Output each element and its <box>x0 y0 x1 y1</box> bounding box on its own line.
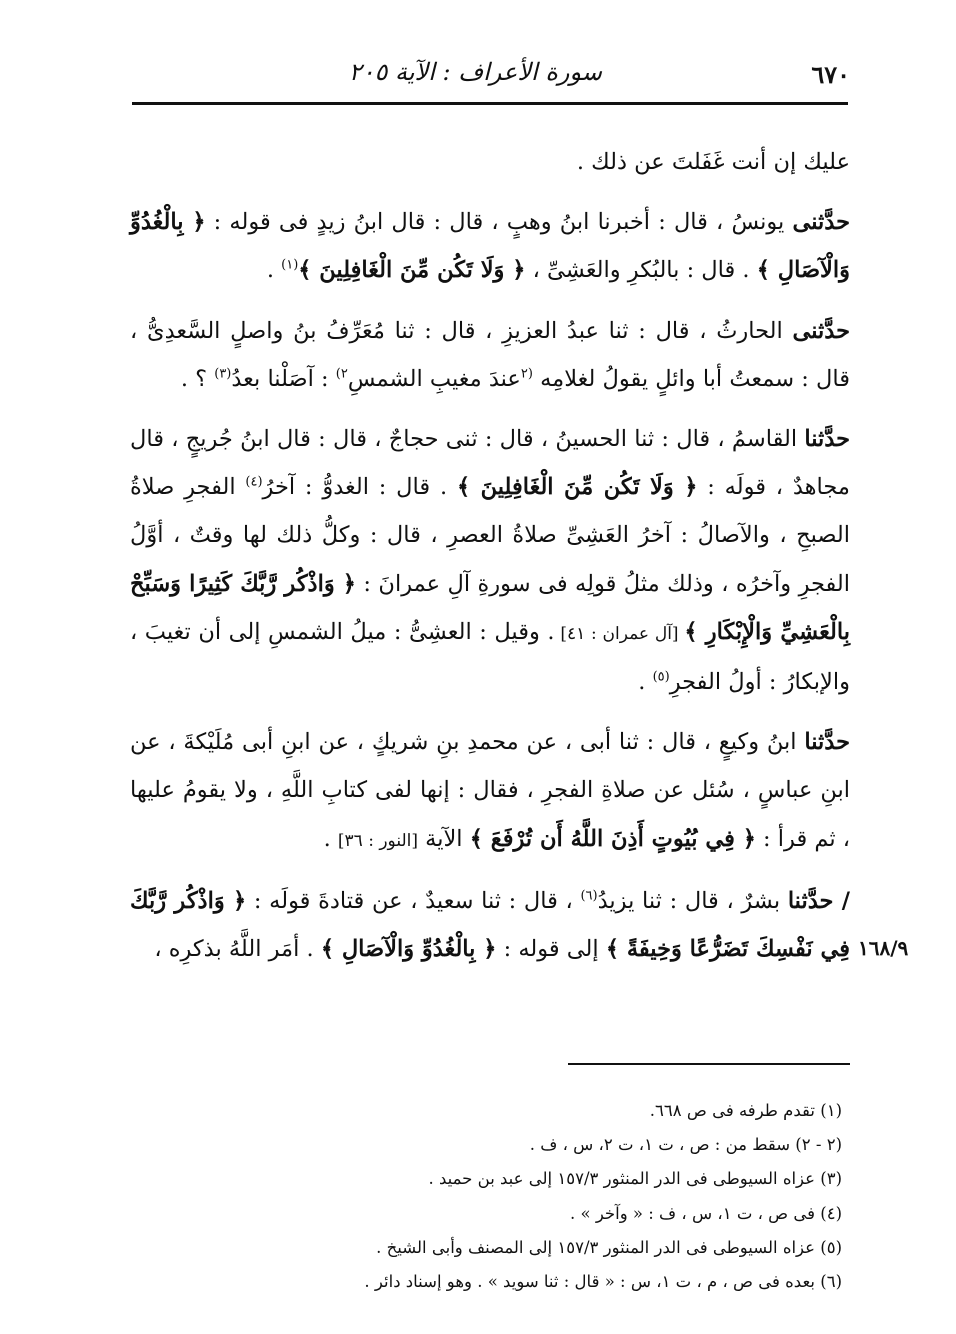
paragraph-text: عليك إن أنت غَفَلتَ عن ذلك . <box>576 149 850 175</box>
narration-lead: حدَّثنى <box>792 209 850 236</box>
page-header <box>130 56 850 96</box>
footnote-6: (٦) بعده فى ص ، م ، ت ١، س : « قال : ثنا سويد » . وهو إسناد دائر . <box>364 1272 842 1292</box>
footnote-rule <box>568 1063 850 1065</box>
paragraph-text: عندَ مغيبِ الشمسِ <box>347 365 521 392</box>
footnote-5: (٥) عزاه السيوطى فى الدر المنثور ١٥٧/٣ إلى المصنف وأبى الشيخ . <box>376 1237 842 1257</box>
verse-reference: [آل عمران : ٤١] <box>554 623 685 644</box>
footnote-marker: (٦) <box>580 888 598 904</box>
paragraph-text: . <box>638 669 653 696</box>
paragraph-1 <box>130 138 850 186</box>
margin-page-reference: ١٦٨/٩ <box>858 936 909 960</box>
footnote-1: (١) تقدم طرفه فى ص ٦٦٨. <box>649 1101 842 1120</box>
quran-quote: ﴿ بِالْغُدُوِّ وَالْآصَالِ ﴾ <box>320 936 497 963</box>
paragraph-text: الآية <box>418 825 470 852</box>
paragraph-6 <box>130 877 850 973</box>
running-title: سورة الأعراف : الآية ٢٠٥ <box>348 58 602 86</box>
verse-reference: [النور : ٣٦] <box>337 830 418 851</box>
paragraph-5 <box>130 718 850 865</box>
paragraph-text: ، قال : ثنا سعيدٌ ، عن قتادةَ قولَه : <box>246 887 581 914</box>
footnote-marker: (١) <box>281 257 299 273</box>
paragraph-text: بشرٌ ، قال : ثنا يزيدُ <box>597 887 788 914</box>
quran-quote: ﴿ وَلَا تَكُن مِّنَ الْغَافِلِينَ ﴾ <box>298 257 526 284</box>
paragraph-text: . قال : الغدوُّ : آخرُ <box>262 474 457 501</box>
paragraph-text: . <box>266 257 282 284</box>
footnote-4: (٤) فى ص ، ت ١، س ، ف : « وآخر » . <box>569 1203 842 1223</box>
quran-quote: ﴿ وَلَا تَكُن مِّنَ الْغَافِلِينَ ﴾ <box>456 474 698 501</box>
paragraph-text: . قال : بالبُكرِ والعَشِىِّ ، <box>525 257 757 284</box>
paragraph-text: إلى قوله : <box>496 936 606 963</box>
header-rule <box>132 102 848 105</box>
paragraph-text: . <box>323 825 338 852</box>
paragraph-text: . وقيل : العشِىُّ : ميلُ الشمسِ إلى أن تغيبَ ، والإبكارُ : أولُ الفجرِ <box>130 618 850 696</box>
paragraph-2 <box>130 198 850 294</box>
narration-lead: حدَّثنا <box>804 426 850 453</box>
paragraph-text: . أمَر اللَّهُ بذكرِه ، <box>154 936 321 963</box>
narration-lead: حدَّثنى <box>792 317 850 344</box>
footnote-3: (٣) عزاه السيوطى فى الدر المنثور ١٥٧/٣ إلى عبد بن حميد . <box>428 1169 842 1189</box>
page-number: ٦٧٠ <box>811 60 850 89</box>
narration-lead: / حدَّثنا <box>787 887 851 914</box>
quran-quote: ﴿ وَاذْكُر رَّبَّكَ فِي نَفْسِكَ تَضَرُّعًا وَخِيفَةً ﴾ <box>130 887 850 963</box>
paragraph-text: الفجرِ صلاةُ الصبحِ ، والآصالُ : آخرُ العَشِىِّ صلاةُ العصرِ ، قال : وكلُّ ذلك لها وقتٌ ، أوَّلُ الفجرِ وآخرُه ، وذلك مثلُ قولِه فى سورةِ آلِ عمرانَ : <box>130 474 850 597</box>
quran-quote: ﴿ بِالْغُدُوِّ وَالْآصَالِ ﴾ <box>130 209 850 284</box>
footnote-marker: (٣) <box>214 366 232 382</box>
quran-quote: ﴿ وَاذْكُر رَّبَّكَ كَثِيرًا وَسَبِّحْ بِالْعَشِيِّ وَالْإِبْكَارِ ﴾ <box>130 570 850 645</box>
footnote-2: (٢ - ٢) سقط من : ص ، ت ١، ت ٢، س ، ف . <box>529 1135 842 1155</box>
narration-lead: حدَّثنا <box>804 729 850 756</box>
quran-quote: ﴿ فِي بُيُوتٍ أَذِنَ اللَّهُ أَن تُرْفَعَ ﴾ <box>469 825 756 852</box>
footnote-marker: (٤) <box>245 474 263 490</box>
footnotes <box>130 1094 842 1299</box>
main-text <box>130 138 850 985</box>
paragraph-text: الحارثُ ، قال : ثنا عبدُ العزيزِ ، قال : ثنا مُعَرِّفُ بنُ واصلٍ السَّعدِىُّ ، قال : سمعتُ أبا وائلٍ يقولُ لغلامِه <box>130 317 850 392</box>
footnote-marker: ٢) <box>335 366 348 382</box>
paragraph-text: : آصَلْنا بعدُ <box>231 365 336 392</box>
footnote-marker: (٥) <box>652 669 670 685</box>
footnote-marker: (٢ <box>520 366 533 382</box>
paragraph-text: ابنُ وكيعٍ ، قال : ثنا أبى ، عن محمدِ بنِ شريكٍ ، عن ابنِ أبى مُلَيْكةَ ، عن ابنِ عباسٍ ، سُئل عن صلاةِ الفجرِ ، فقال : إنها لفى كتابِ اللَّهِ ، ولا يقومُ عليها ، ثم قرأ : <box>130 729 850 852</box>
paragraph-text: يونسُ ، قال : أخبرنا ابنُ وهبٍ ، قال : قال ابنُ زيدٍ فى قوله : <box>205 209 793 236</box>
paragraph-text: ؟ . <box>180 365 215 392</box>
paragraph-text: القاسمُ ، قال : ثنا الحسينُ ، قال : ثنى حجاجٌ ، قال : قال ابنُ جُريجٍ ، قال مجاهدٌ ، قولَه : <box>130 426 850 501</box>
paragraph-4 <box>130 415 850 706</box>
paragraph-3 <box>130 307 850 403</box>
